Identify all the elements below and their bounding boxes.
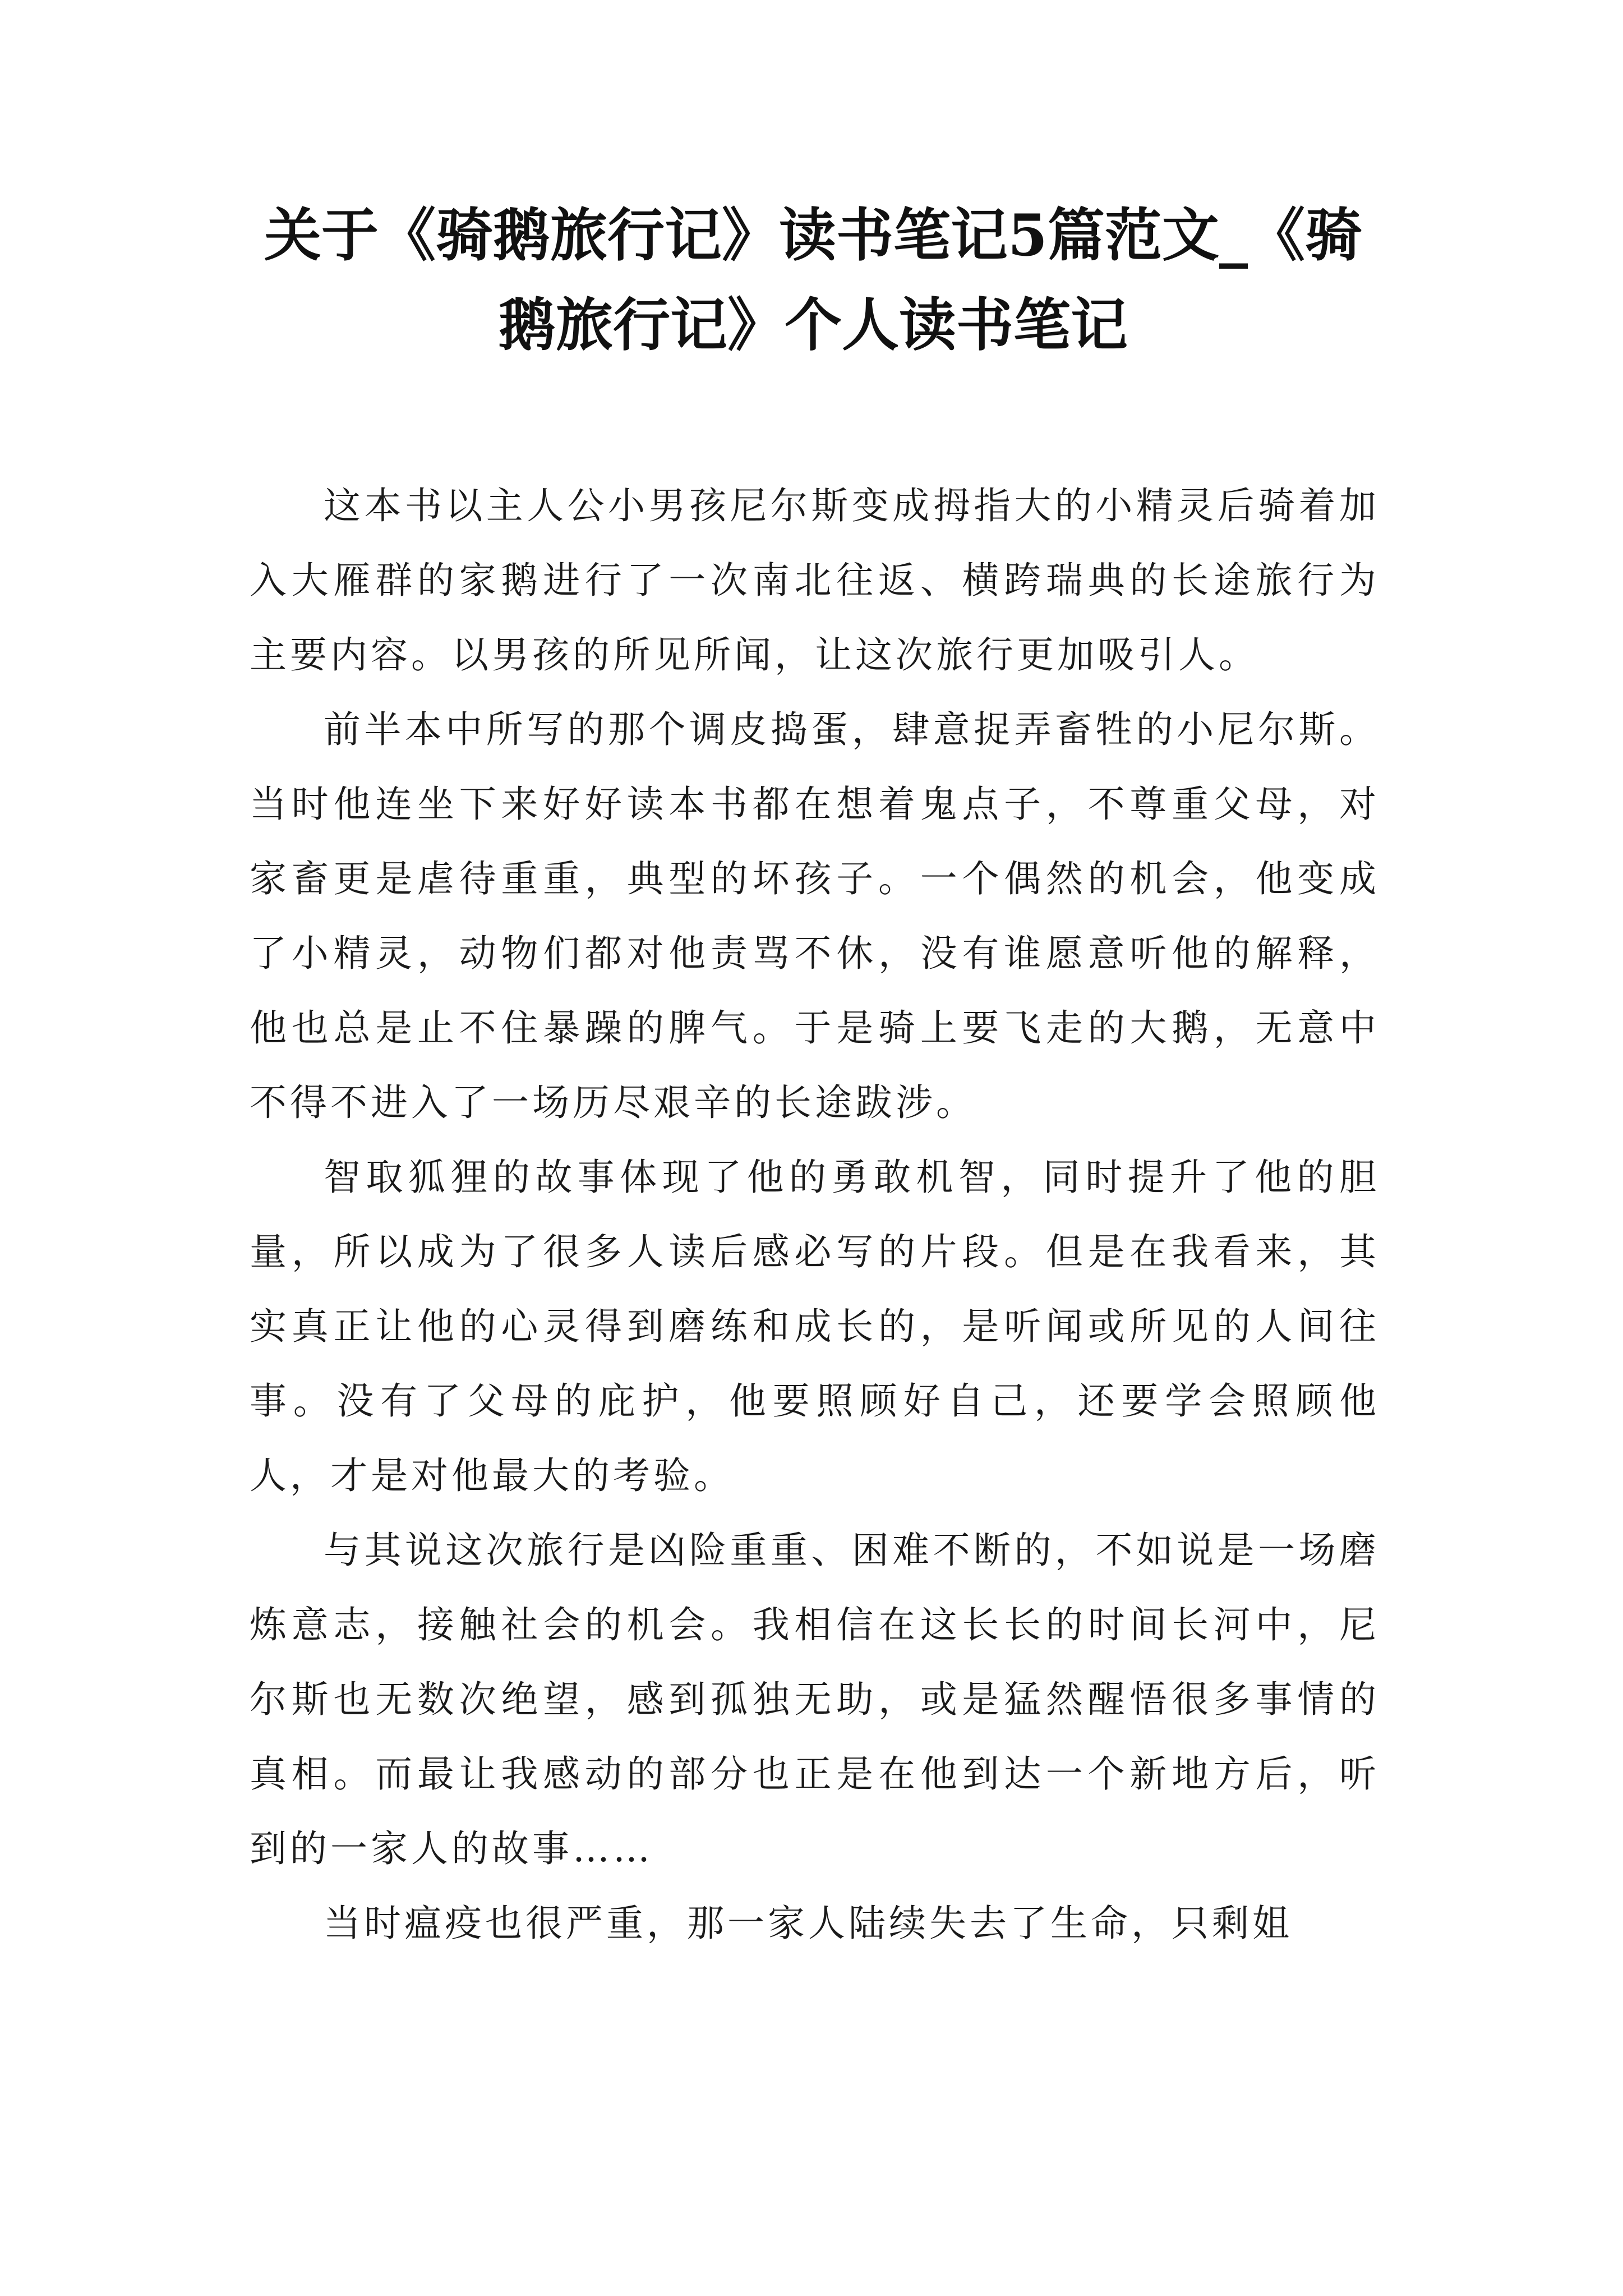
body-paragraph: 智取狐狸的故事体现了他的勇敢机智，同时提升了他的胆量，所以成为了很多人读后感必写的片段。但是在我看来，其实真正让他的心灵得到磨练和成长的，是听闻或所见的人间往事。没有了父母的庇护，他要照顾好自己，还要学会照顾他人，才是对他最大的考验。 — [250, 1156, 1380, 1497]
body-paragraph: 当时瘟疫也很严重，那一家人陆续失去了生命，只剩姐 — [324, 1902, 1293, 1945]
document-body — [250, 468, 1380, 1961]
body-paragraph: 这本书以主人公小男孩尼尔斯变成拇指大的小精灵后骑着加入大雁群的家鹅进行了一次南北往返、横跨瑞典的长途旅行为主要内容。以男孩的所见所闻，让这次旅行更加吸引人。 — [250, 484, 1380, 677]
body-paragraph: 与其说这次旅行是凶险重重、困难不断的，不如说是一场磨炼意志，接触社会的机会。我相信在这长长的时间长河中，尼尔斯也无数次绝望，感到孤独无助，或是猛然醒悟很多事情的真相。而最让我感动的部分也正是在他到达一个新地方后，听到的一家人的故事…… — [250, 1529, 1380, 1870]
body-paragraph: 前半本中所写的那个调皮捣蛋，肆意捉弄畜牲的小尼尔斯。当时他连坐下来好好读本书都在想着鬼点子，不尊重父母，对家畜更是虐待重重，典型的坏孩子。一个偶然的机会，他变成了小精灵，动物们都对他责骂不休，没有谁愿意听他的解释，他也总是止不住暴躁的脾气。于是骑上要飞走的大鹅，无意中不得不进入了一场历尽艰辛的长途跋涉。 — [250, 708, 1380, 1124]
document-title: 关于《骑鹅旅行记》读书笔记5篇范文_《骑鹅旅行记》个人读书笔记 — [264, 202, 1362, 359]
